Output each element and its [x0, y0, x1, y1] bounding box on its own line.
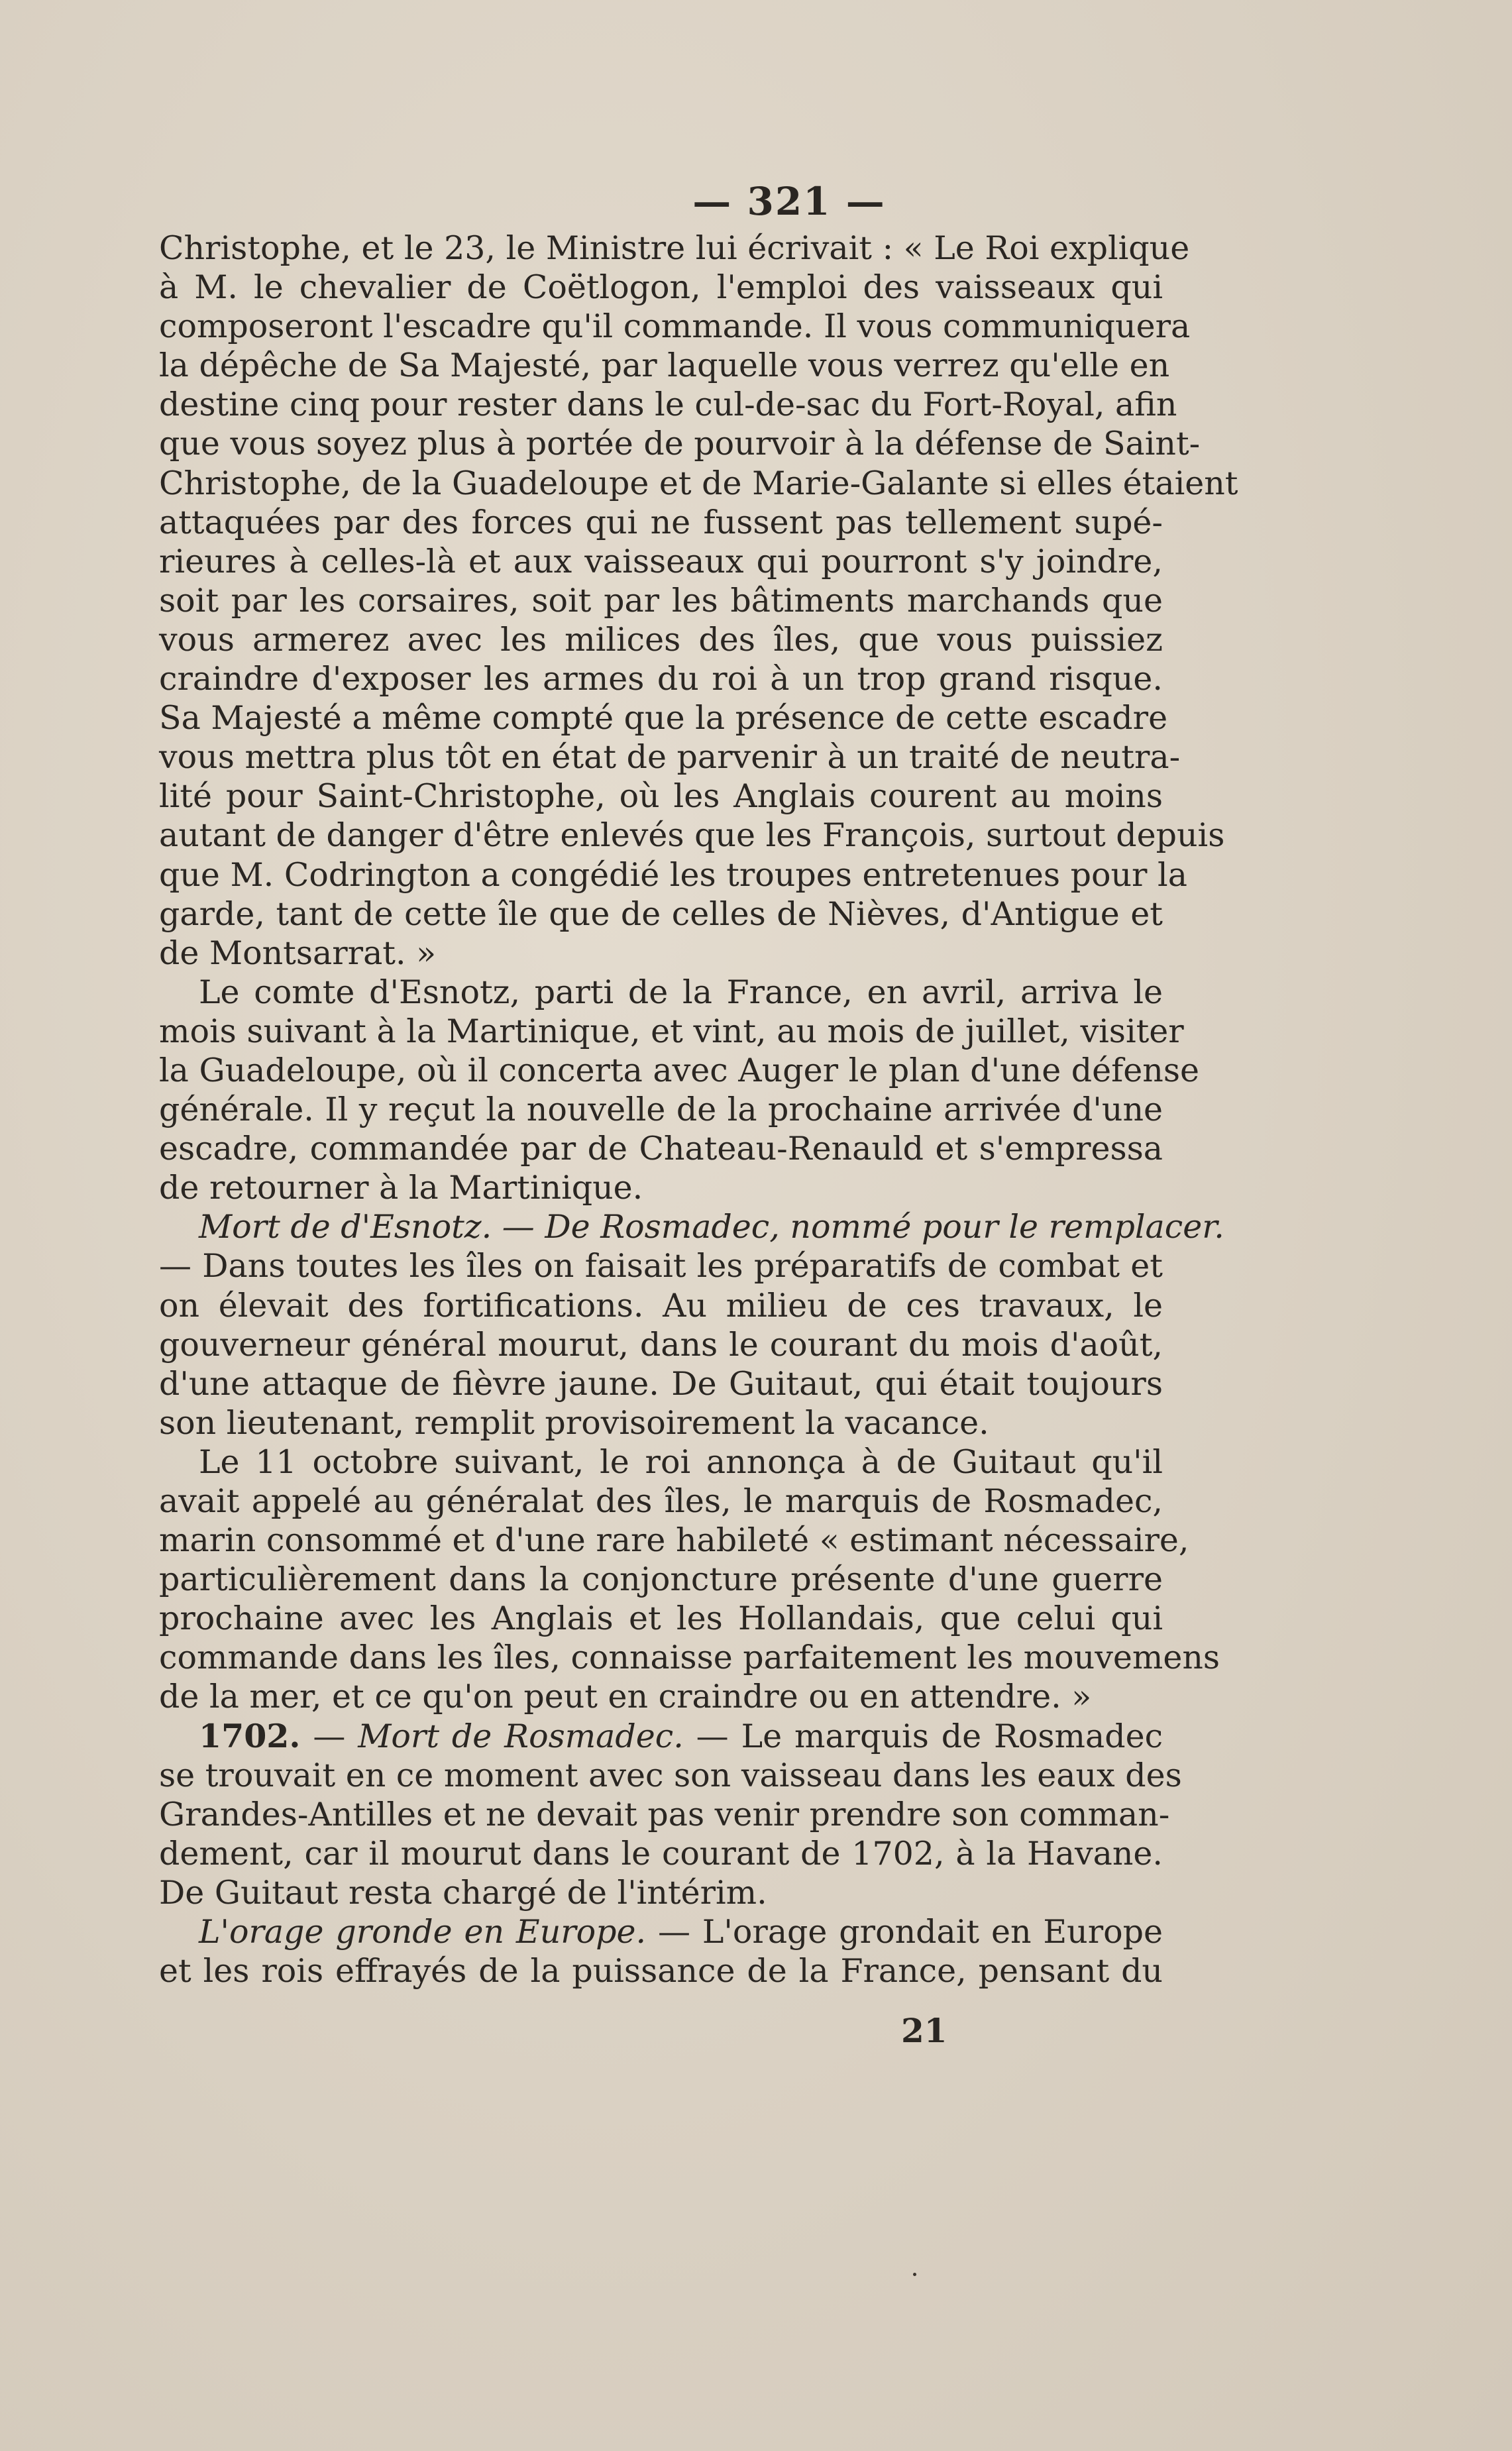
- text-line: générale. Il y reçut la nouvelle de la prochaine arrivée d'une: [159, 1091, 1163, 1129]
- text-line: gouverneur général mourut, dans le courant du mois d'août,: [159, 1325, 1163, 1364]
- text-line: dement, car il mourut dans le courant de 1702, à la Havane.: [159, 1834, 1163, 1873]
- text-line: commande dans les îles, connaisse parfaitement les mouvemens: [159, 1639, 1220, 1677]
- text-line: se trouvait en ce moment avec son vaisseau dans les eaux des: [159, 1756, 1182, 1794]
- text-line: Grandes-Antilles et ne devait pas venir prendre son comman-: [159, 1795, 1170, 1833]
- text-line: de Montsarrat. »: [159, 934, 437, 972]
- body-text: [159, 229, 1238, 1990]
- text-line: Christophe, de la Guadeloupe et de Marie-Galante si elles étaient: [159, 464, 1238, 502]
- text-line: particulièrement dans la conjoncture présente d'une guerre: [159, 1560, 1163, 1599]
- text-line: d'une attaque de fièvre jaune. De Guitaut, qui était toujours: [159, 1364, 1163, 1403]
- text-line: on élevait des fortifications. Au milieu de ces travaux, le: [159, 1286, 1163, 1325]
- text-line: de retourner à la Martinique.: [159, 1169, 643, 1207]
- text-line: garde, tant de cette île que de celles de Nièves, d'Antigue et: [159, 895, 1163, 933]
- text-line: que vous soyez plus à portée de pourvoir à la défense de Saint-: [159, 425, 1201, 463]
- text-line: composeront l'escadre qu'il commande. Il vous communiquera: [159, 307, 1191, 346]
- text-line: son lieutenant, remplit provisoirement la vacance.: [159, 1403, 989, 1442]
- text-line: rieures à celles-là et aux vaisseaux qui pourront s'y joindre,: [159, 542, 1163, 580]
- text-line: vous armerez avec les milices des îles, que vous puissiez: [159, 620, 1163, 659]
- text-line: avait appelé au généralat des îles, le marquis de Rosmadec,: [159, 1482, 1163, 1520]
- text-line: prochaine avec les Anglais et les Hollandais, que celui qui: [159, 1600, 1163, 1638]
- text-line: lité pour Saint-Christophe, où les Anglais courent au moins: [159, 777, 1163, 816]
- text-line: escadre, commandée par de Chateau-Renauld et s'empressa: [159, 1130, 1163, 1168]
- text-line: de la mer, et ce qu'on peut en craindre ou en attendre. »: [159, 1678, 1092, 1716]
- text-line: Le comte d'Esnotz, parti de la France, en avril, arriva le: [199, 973, 1163, 1011]
- text-line: De Guitaut resta chargé de l'intérim.: [159, 1873, 767, 1912]
- text-line: soit par les corsaires, soit par les bâtiments marchands que: [159, 581, 1163, 620]
- text-line: Mort de d'Esnotz. — De Rosmadec, nommé pour le remplacer.: [199, 1208, 1224, 1246]
- text-line: Christophe, et le 23, le Ministre lui écrivait : « Le Roi explique: [159, 229, 1190, 267]
- signature-mark: 21: [901, 2011, 947, 2050]
- text-line: destine cinq pour rester dans le cul-de-sac du Fort-Royal, afin: [159, 386, 1177, 424]
- text-line: mois suivant à la Martinique, et vint, au mois de juillet, visiter: [159, 1012, 1184, 1050]
- text-line: marin consommé et d'une rare habileté « estimant nécessaire,: [159, 1521, 1189, 1560]
- text-line: 1702. — Mort de Rosmadec. — Le marquis de Rosmadec: [199, 1716, 1163, 1755]
- text-line: Le 11 octobre suivant, le roi annonça à de Guitaut qu'il: [199, 1443, 1163, 1481]
- text-line: L'orage gronde en Europe. — L'orage grondait en Europe: [199, 1913, 1163, 1951]
- text-line: craindre d'exposer les armes du roi à un trop grand risque.: [159, 660, 1163, 698]
- text-line: — Dans toutes les îles on faisait les préparatifs de combat et: [159, 1247, 1163, 1285]
- text-line: à M. le chevalier de Coëtlogon, l'emploi des vaisseaux qui: [159, 268, 1163, 307]
- text-line: la dépêche de Sa Majesté, par laquelle vous verrez qu'elle en: [159, 347, 1170, 385]
- text-line: vous mettra plus tôt en état de parvenir à un traité de neutra-: [159, 738, 1181, 777]
- page-number: — 321 —: [692, 179, 886, 224]
- text-line: la Guadeloupe, où il concerta avec Auger le plan d'une défense: [159, 1051, 1199, 1089]
- text-line: que M. Codrington a congédié les troupes entretenues pour la: [159, 855, 1187, 894]
- text-line: autant de danger d'être enlevés que les François, surtout depuis: [159, 816, 1225, 855]
- text-line: Sa Majesté a même compté que la présence de cette escadre: [159, 699, 1168, 737]
- text-line: attaquées par des forces qui ne fussent pas tellement supé-: [159, 503, 1163, 541]
- text-line: et les rois effrayés de la puissance de la France, pensant du: [159, 1952, 1163, 1990]
- paper-speck: [913, 2273, 916, 2276]
